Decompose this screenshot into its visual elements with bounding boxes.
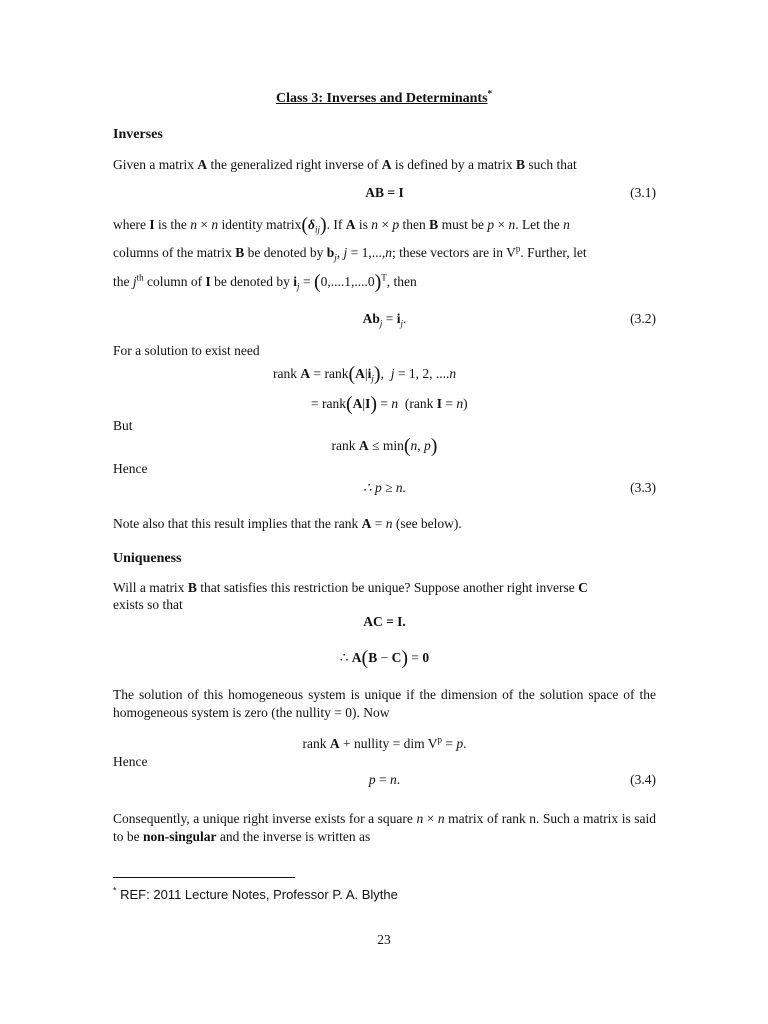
equation-3-3: ∴ p ≥ n. [363, 480, 406, 495]
paragraph-but: But [113, 418, 133, 433]
equation-rank-condition: rank $A = rank(A|i_j)$, j = 1, 2, ....n [273, 363, 457, 385]
paragraph-definition: where I is the n × n identity $matrix(\delta_{ij})$. If A is n × p then B must be p × n. Let the n [113, 214, 570, 236]
equation-rank-n: = rank(A|I) = n (rank I = n) [311, 393, 468, 415]
equation-rank-nullity: rank A + nullity = dim $V^p = p$. [302, 734, 467, 751]
section-heading-inverses: Inverses [113, 127, 163, 142]
paragraph-consequently: Consequently, a unique right inverse exists for a square n × n matrix of rank n. Such a matrix is said to be non-singular and the inverse is written as [113, 811, 656, 844]
footnote-divider [113, 877, 295, 878]
paragraph-hence-1: Hence [113, 461, 148, 476]
paragraph-intro: Given a matrix A the generalized right inverse of A is defined by a matrix B such that [113, 157, 577, 172]
section-heading-uniqueness: Uniqueness [113, 551, 182, 566]
paragraph-hence-2: Hence [113, 754, 148, 769]
paragraph-columns: columns of the matrix B be denoted by $b_j$, j = 1,...,n; these vectors are in $V^p$. Further, let [113, 243, 587, 263]
equation-homogeneous: ∴ A(B − C) = 0 [339, 647, 430, 669]
equation-number-3-1: (3.1) [630, 185, 656, 200]
equation-number-3-2: (3.2) [630, 311, 656, 326]
equation-3-1: AB = I [365, 185, 404, 200]
page-title: Class 3: Inverses and Determinants* [275, 88, 493, 106]
equation-ac-equals-i: AC = I. [363, 614, 406, 629]
footnote: * REF: 2011 Lecture Notes, Professor P. A. Blythe [113, 885, 398, 902]
paragraph-uniqueness-question: Will a matrix B that satisfies this restriction be unique? Suppose another right inverse C [113, 580, 588, 595]
equation-3-2: $Ab_j = i_j$. [362, 311, 407, 329]
equation-rank-min: rank A ≤ min(n, p) [331, 435, 438, 457]
paragraph-note: Note also that this result implies that the rank A = n (see below). [113, 516, 462, 531]
equation-3-4: p = n. [368, 772, 401, 787]
paragraph-exists-so-that: exists so that [113, 597, 183, 612]
equation-number-3-4: (3.4) [630, 772, 656, 787]
paragraph-solution-exists: For a solution to exist need [113, 343, 260, 358]
paragraph-column-i: the $j^{th}$ column of I be denoted by $i_j = (0,....1,....0)^T$, then [113, 271, 417, 293]
page-number: 23 [377, 932, 391, 947]
paragraph-homogeneous-solution: The solution of this homogeneous system is unique if the dimension of the solution space of the homogeneous system is zero (the nullity = 0). Now [113, 687, 656, 720]
equation-number-3-3: (3.3) [630, 480, 656, 495]
